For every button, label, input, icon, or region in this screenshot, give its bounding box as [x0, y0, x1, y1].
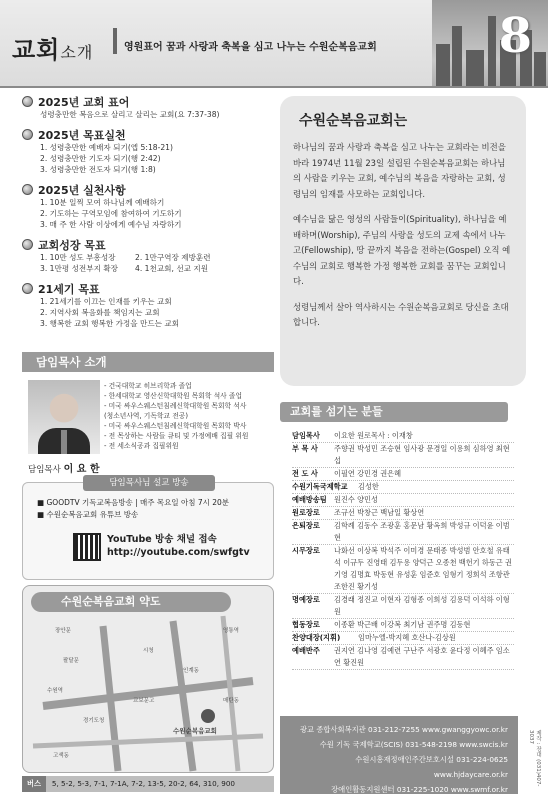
staff-row: 명예장로 김경래 정진교 이현자 김형종 이희성 김용덕 이석하 이형원	[292, 594, 514, 619]
map-label: 팔달문	[63, 658, 79, 664]
intro-paragraph: 성령님께서 살아 역사하시는 수원순복음교회로 당신을 초대합니다.	[293, 301, 509, 327]
map-label: 인계동	[183, 668, 199, 674]
staff-row: 협동장로 이종환 박근배 이강복 최기남 권주명 김동현	[292, 619, 514, 632]
pastor-name: 담임목사 이 요 한	[28, 464, 100, 475]
staff-list	[292, 430, 514, 670]
section-goals: 2025년 목표실천 1. 성령충만한 예배자 되기(엡 5:18-21) 2. 성령충만한 기도자 되기(행 2:42) 3. 성령충만한 전도자 되기(행 1:8)	[22, 127, 274, 175]
sermon-broadcast-box	[22, 478, 274, 580]
divider	[113, 28, 117, 54]
map-label: 시청	[143, 648, 154, 654]
map-label: 교보문고	[133, 698, 155, 704]
staff-row: 은퇴장로 김학례 김동수 조광훈 홍문남 황옥희 박성규 이덕윤 이범현	[292, 520, 514, 545]
youtube-link[interactable]: YouTube 방송 채널 접속 http://youtube.com/swfgtv	[107, 534, 250, 558]
map-label: 고색동	[53, 753, 69, 759]
intro-paragraph: 예수님을 닮은 영성의 사람들이(Spirituality), 하나님을 예배하며(Worship), 주님의 사랑을 성도의 교제 속에서 나누고(Fellowship), 땅 끝까지 복음을 전하는(Gospel) 오직 예수님의 교회로 행복한 가정 행복한 교회를 꿈꾸는 교회입니다.	[293, 214, 511, 286]
contact-line: 수원시흥재정애인주간보호시설 031-224-0625 www.hjdaycare.or.kr	[355, 755, 508, 779]
bullet-icon	[22, 129, 33, 140]
sermon-heading: 담임목사님 설교 방송	[83, 475, 215, 491]
staff-row: 예배방송팀 원진수 양민성	[292, 494, 514, 507]
pastor-photo	[28, 380, 100, 454]
section-century: 21세기 목표 1. 21세기를 이끄는 인재를 키우는 교회 2. 지역사회 복음화를 책임지는 교회 3. 행복한 교회 행복한 가정을 만드는 교회	[22, 281, 274, 329]
map-label: 장안문	[55, 628, 71, 634]
intro-paragraph: 하나님의 꿈과 사랑과 축복을 심고 나누는 교회라는 비전을 바라 1974년 11월 23일 설립된 수원순복음교회는 하나님의 사람을 키우는 교회, 예수님의 복음을 자랑하는 교회, 성령님의 임재를 사모하는 교회입니다.	[293, 142, 506, 199]
map-label: 수원역	[47, 688, 63, 694]
staff-row: 예배반주 권지연 김나영 김예련 구난주 서광호 윤다정 이혜주 임소연 황진원	[292, 645, 514, 670]
contact-line: 광교 종합사회복지관 031-212-7255 www.gwanggyowc.or.kr	[299, 725, 508, 734]
intro-heading: 수원순복음교회는	[299, 113, 408, 129]
bullet-icon	[22, 283, 33, 294]
section-motto: 2025년 교회 표어 성령충만한 복음으로 살리고 살리는 교회(요 7:37-38)	[22, 94, 274, 120]
bullet-icon	[22, 184, 33, 195]
bus-routes: 버스 5, 5-2, 5-3, 7-1, 7-1A, 7-2, 13-5, 20-2, 64, 310, 900	[22, 776, 274, 792]
youtube-info: ■ 수원순복음교회 유튜브 방송	[37, 510, 139, 519]
page-number: 8	[498, 8, 532, 64]
church-map	[22, 585, 274, 773]
section-practice: 2025년 실천사항 1. 10분 일찍 모여 하나님께 예배하기 2. 기도하는 구역모임에 참여하여 기도하기 3. 매 주 한 사람 이상에게 예수님 자랑하기	[22, 182, 274, 230]
map-label: 매탄동	[223, 698, 239, 704]
header-slogan: 영원표어 꿈과 사랑과 축복을 심고 나누는 수원순복음교회	[124, 42, 377, 53]
map-label: 경기도청	[83, 718, 105, 724]
staff-row: 원로장로 조규선 박창근 백남일 황상연	[292, 507, 514, 520]
staff-row: 시무장로 나화선 이상복 박석주 이미경 문태종 박성범 안호철 유태석 이규두 진영태 김두용 양덕근 오종천 백헌기 하동근 권기영 김명효 박동현 유성훈 임준호 임형기 정희석 조항관 조한진 황기성	[292, 545, 514, 594]
bullet-icon	[22, 239, 33, 250]
map-title: 수원순복음교회 약도	[31, 592, 231, 612]
staff-row: 찬양대장(지휘) 임마누엘-박지혜 호산나-김상원	[292, 632, 514, 645]
map-roads	[23, 586, 274, 773]
left-column	[22, 94, 274, 336]
bullet-icon	[22, 96, 33, 107]
staff-row: 담임목사 이요한 원로목사 : 이재창	[292, 430, 514, 443]
staff-row: 부 목 사 주향권 박성민 조승현 임사광 문경일 이용희 심하영 최현섭	[292, 443, 514, 468]
staff-section-heading: 교회를 섬기는 분들	[280, 402, 508, 422]
pastor-bio: - 건국대학교 히브리학과 졸업 - 한세대학교 영산신학대학원 목회학 석사 졸업 - 미국 싸우스웨스턴침례신학대학원 목회학 석사 (청소년사역, 기독학교 전공) - 미국 싸우스웨스턴침례신학대학원 목회학 박사 - 전 목상하는 사람들 큐티 및 가정예배 집필 위원 - 전 세소식공과 집필위원	[104, 382, 249, 450]
qr-code-icon[interactable]	[73, 533, 101, 561]
contact-line: 장애인활동지원센터 031-225-1020 www.swmf.or.kr	[331, 785, 508, 794]
section-growth: 교회성장 목표 1. 10만 성도 부흥성장 2. 1만구역장 제방훈련 3. 1만평 성전부지 확장 4. 1천교회, 선교 지원	[22, 237, 274, 274]
staff-row: 전 도 사 이필연 강민경 권은혜	[292, 468, 514, 481]
affiliated-contacts	[280, 716, 518, 794]
page-header	[0, 0, 548, 88]
production-note: 제작 : 장대 (031)407-3037	[528, 730, 541, 787]
map-label: 영통역	[223, 628, 239, 634]
goodtv-info: ■ GOODTV 기독교복음방송 | 매주 목요일 아침 7시 20분	[37, 498, 230, 507]
page-title: 교회소개	[12, 36, 94, 64]
pastor-section-heading: 담임목사 소개	[22, 352, 274, 372]
staff-row: 수원기독국제학교 김성한	[292, 481, 514, 494]
contact-line: 수원 기독 국제학교(SCIS) 031-548-2198 www.swcis.kr	[319, 740, 508, 749]
church-location-label: 수원순복음교회	[173, 727, 217, 735]
church-intro	[280, 96, 526, 386]
